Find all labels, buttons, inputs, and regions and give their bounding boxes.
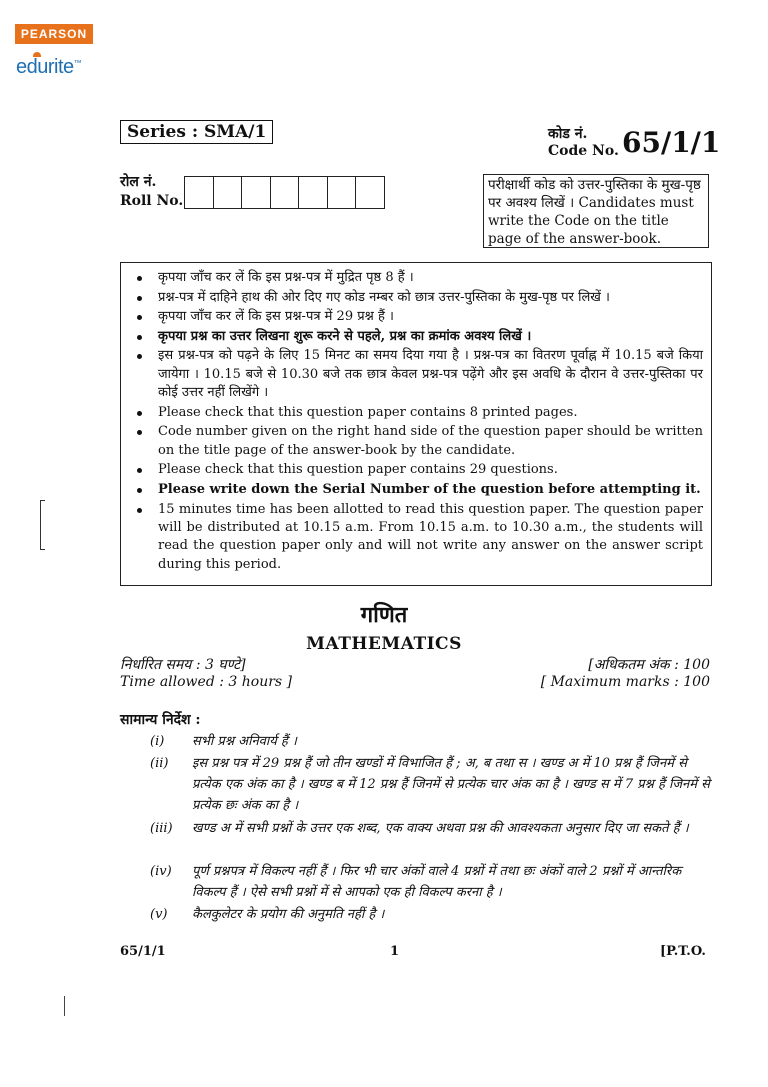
- pearson-logo: PEARSON: [15, 24, 93, 44]
- roll-label-english: Roll No.: [120, 193, 184, 209]
- instruction-item: कृपया प्रश्न का उत्तर लिखना शुरू करने से पहले, प्रश्न का क्रमांक अवश्य लिखें ।: [135, 328, 703, 346]
- instruction-item: प्रश्न-पत्र में दाहिने हाथ की ओर दिए गए कोड नम्बर को छात्र उत्तर-पुस्तिका के मुख-पृष्ठ पर लिखें ।: [135, 289, 703, 307]
- general-item: (iii) खण्ड अ में सभी प्रश्नों के उत्तर एक शब्द, एक वाक्य अथवा प्रश्न की आवश्यकता अनुसार दिए जा सकते हैं ।: [150, 821, 689, 836]
- instruction-item: इस प्रश्न-पत्र को पढ़ने के लिए 15 मिनट का समय दिया गया है । प्रश्न-पत्र का वितरण पूर्वाह्न में 10.15 बजे किया जायेगा । 10.15 बजे से 10.30 बजे तक छात्र केवल प्रश्न-पत्र पढ़ेंगे और इस अवधि के दौरान वे उत्तर-पुस्तिका पर कोई उत्तर नहीं लिखेंगे ।: [135, 347, 703, 402]
- general-item: (v) कैलकुलेटर के प्रयोग की अनुमति नहीं है ।: [150, 907, 385, 922]
- subject-title-hindi: गणित: [360, 602, 408, 628]
- code-instruction-box: परीक्षार्थी कोड को उत्तर-पुस्तिका के मुख-पृष्ठ पर अवश्य लिखें । Candidates must write the Code on the title page of the answer-book.: [483, 174, 709, 248]
- max-marks-english: [ Maximum marks : 100: [540, 674, 710, 690]
- general-item: (ii) इस प्रश्न पत्र में 29 प्रश्न हैं जो तीन खण्डों में विभाजित हैं ; अ, ब तथा स । खण्ड अ में 10 प्रश्न हैं जिनमें से प्रत्येक एक अंक का है । खण्ड ब में 12 प्रश्न हैं जिनमें से प्रत्येक चार अंक का है । खण्ड स में 7 प्रश्न हैं जिनमें से प्रत्येक छः अंक का है ।: [150, 756, 710, 813]
- time-english: Time allowed : 3 hours ]: [120, 674, 293, 690]
- instruction-item: 15 minutes time has been allotted to read this question paper. The question paper will be distributed at 10.15 a.m. From 10.15 a.m. to 10.30 a.m., the students will read the question paper only and will not write any answer on the answer script during this period.: [135, 501, 703, 575]
- instruction-item: कृपया जाँच कर लें कि इस प्रश्न-पत्र में मुद्रित पृष्ठ 8 हैं ।: [135, 269, 703, 287]
- general-item: (iv) पूर्ण प्रश्नपत्र में विकल्प नहीं हैं । फिर भी चार अंकों वाले 4 प्रश्नों में तथा छः अंकों वाले 2 प्रश्नों में आन्तरिक विकल्प हैं । ऐसे सभी प्रश्नों में से आपको एक ही विकल्प करना है ।: [150, 864, 682, 900]
- instruction-item: कृपया जाँच कर लें कि इस प्रश्न-पत्र में 29 प्रश्न हैं ।: [135, 308, 703, 326]
- instruction-item: Please check that this question paper contains 29 questions.: [135, 461, 703, 479]
- code-label-hindi: कोड नं.: [548, 126, 588, 142]
- edurite-logo: edurite™: [16, 56, 82, 78]
- scan-line-mark: [64, 996, 65, 1016]
- page-number: 1: [390, 944, 400, 959]
- max-marks-hindi: [अधिकतम अंक : 100: [588, 657, 710, 673]
- pto-label: [P.T.O.: [660, 944, 706, 959]
- subject-title-english: MATHEMATICS: [306, 634, 462, 654]
- scan-bracket-mark: [40, 500, 45, 550]
- footer-code: 65/1/1: [120, 944, 166, 959]
- time-hindi: निर्धारित समय : 3 घण्टे]: [120, 657, 246, 673]
- roll-label-hindi: रोल नं.: [120, 174, 157, 190]
- code-label-english: Code No.: [548, 143, 619, 159]
- instruction-item: Please check that this question paper contains 8 printed pages.: [135, 404, 703, 422]
- instructions-box: [120, 262, 712, 586]
- general-item: (i) सभी प्रश्न अनिवार्य हैं ।: [150, 734, 297, 749]
- series-label: Series : SMA/1: [120, 120, 273, 144]
- instruction-item: Code number given on the right hand side of the question paper should be written on the title page of the answer-book by the candidate.: [135, 423, 703, 460]
- general-instructions-heading: सामान्य निर्देश :: [120, 712, 201, 728]
- instruction-item: Please write down the Serial Number of the question before attempting it.: [135, 481, 703, 499]
- roll-number-boxes[interactable]: [184, 176, 385, 209]
- code-number: 65/1/1: [622, 126, 721, 159]
